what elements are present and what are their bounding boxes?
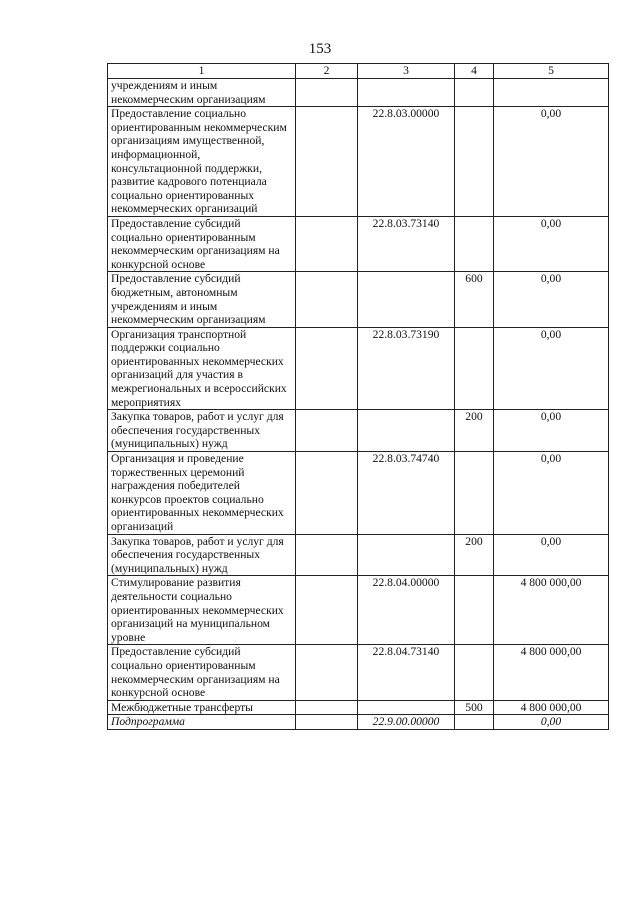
table-row [108,79,609,107]
table-row [108,534,609,576]
cell-type [455,452,494,535]
cell-type [455,107,494,217]
header-col-2: 2 [296,64,358,79]
cell-code: 22.9.00.00000 [358,715,455,730]
cell-col2 [296,216,358,271]
cell-type: 600 [455,272,494,327]
header-col-5: 5 [494,64,609,79]
cell-col2 [296,715,358,730]
cell-amount: 0,00 [494,715,609,730]
header-col-1: 1 [108,64,296,79]
cell-code: 22.8.03.73190 [358,327,455,410]
cell-code: 22.8.03.74740 [358,452,455,535]
table-header-row [108,64,609,79]
cell-amount: 0,00 [494,452,609,535]
table-row [108,107,609,217]
cell-name: Предоставление социально ориентированным некоммерческим организациям имущественной, информационной, консультационной поддержки, развитие кадрового потенциала социально ориентированных некоммерческих организаций [108,107,296,217]
table-row [108,216,609,271]
cell-code [358,79,455,107]
cell-name: Подпрограмма [108,715,296,730]
table-row [108,700,609,715]
cell-col2 [296,645,358,700]
cell-amount: 0,00 [494,272,609,327]
page-number: 153 [308,41,332,57]
cell-name: Предоставление субсидий бюджетным, автономным учреждениям и иным некоммерческим организациям [108,272,296,327]
cell-type [455,79,494,107]
cell-col2 [296,79,358,107]
cell-code [358,410,455,452]
cell-col2 [296,700,358,715]
cell-amount: 4 800 000,00 [494,576,609,645]
cell-type [455,327,494,410]
cell-type: 200 [455,534,494,576]
cell-name: Закупка товаров, работ и услуг для обеспечения государственных (муниципальных) нужд [108,534,296,576]
cell-col2 [296,410,358,452]
cell-type [455,216,494,271]
cell-name: Межбюджетные трансферты [108,700,296,715]
cell-code [358,272,455,327]
cell-type [455,645,494,700]
cell-col2 [296,327,358,410]
cell-amount [494,79,609,107]
cell-type: 200 [455,410,494,452]
cell-code: 22.8.04.00000 [358,576,455,645]
cell-name: Предоставление субсидий социально ориентированным некоммерческим организациям на конкурсной основе [108,216,296,271]
cell-type: 500 [455,700,494,715]
cell-amount: 0,00 [494,410,609,452]
table-body [108,79,609,730]
cell-col2 [296,272,358,327]
cell-col2 [296,107,358,217]
cell-name: Предоставление субсидий социально ориентированным некоммерческим организациям на конкурсной основе [108,645,296,700]
cell-code: 22.8.03.73140 [358,216,455,271]
cell-amount: 0,00 [494,327,609,410]
header-col-3: 3 [358,64,455,79]
table-row [108,272,609,327]
cell-amount: 0,00 [494,216,609,271]
table-row [108,645,609,700]
table-row [108,452,609,535]
cell-name: Закупка товаров, работ и услуг для обеспечения государственных (муниципальных) нужд [108,410,296,452]
cell-col2 [296,452,358,535]
cell-code: 22.8.03.00000 [358,107,455,217]
cell-code [358,534,455,576]
cell-amount: 0,00 [494,107,609,217]
cell-name: учреждениям и иным некоммерческим организациям [108,79,296,107]
cell-name: Стимулирование развития деятельности социально ориентированных некоммерческих организаций на муниципальном уровне [108,576,296,645]
cell-name: Организация и проведение торжественных церемоний награждения победителей конкурсов проектов социально ориентированных некоммерческих организаций [108,452,296,535]
cell-col2 [296,534,358,576]
cell-amount: 0,00 [494,534,609,576]
cell-type [455,576,494,645]
cell-amount: 4 800 000,00 [494,700,609,715]
cell-name: Организация транспортной поддержки социально ориентированных некоммерческих организаций для участия в межрегиональных и всероссийских мероприятиях [108,327,296,410]
header-col-4: 4 [455,64,494,79]
cell-type [455,715,494,730]
table-row [108,327,609,410]
cell-code [358,700,455,715]
cell-col2 [296,576,358,645]
budget-table [107,63,609,730]
table-row [108,576,609,645]
cell-code: 22.8.04.73140 [358,645,455,700]
table-row [108,715,609,730]
cell-amount: 4 800 000,00 [494,645,609,700]
table-row [108,410,609,452]
